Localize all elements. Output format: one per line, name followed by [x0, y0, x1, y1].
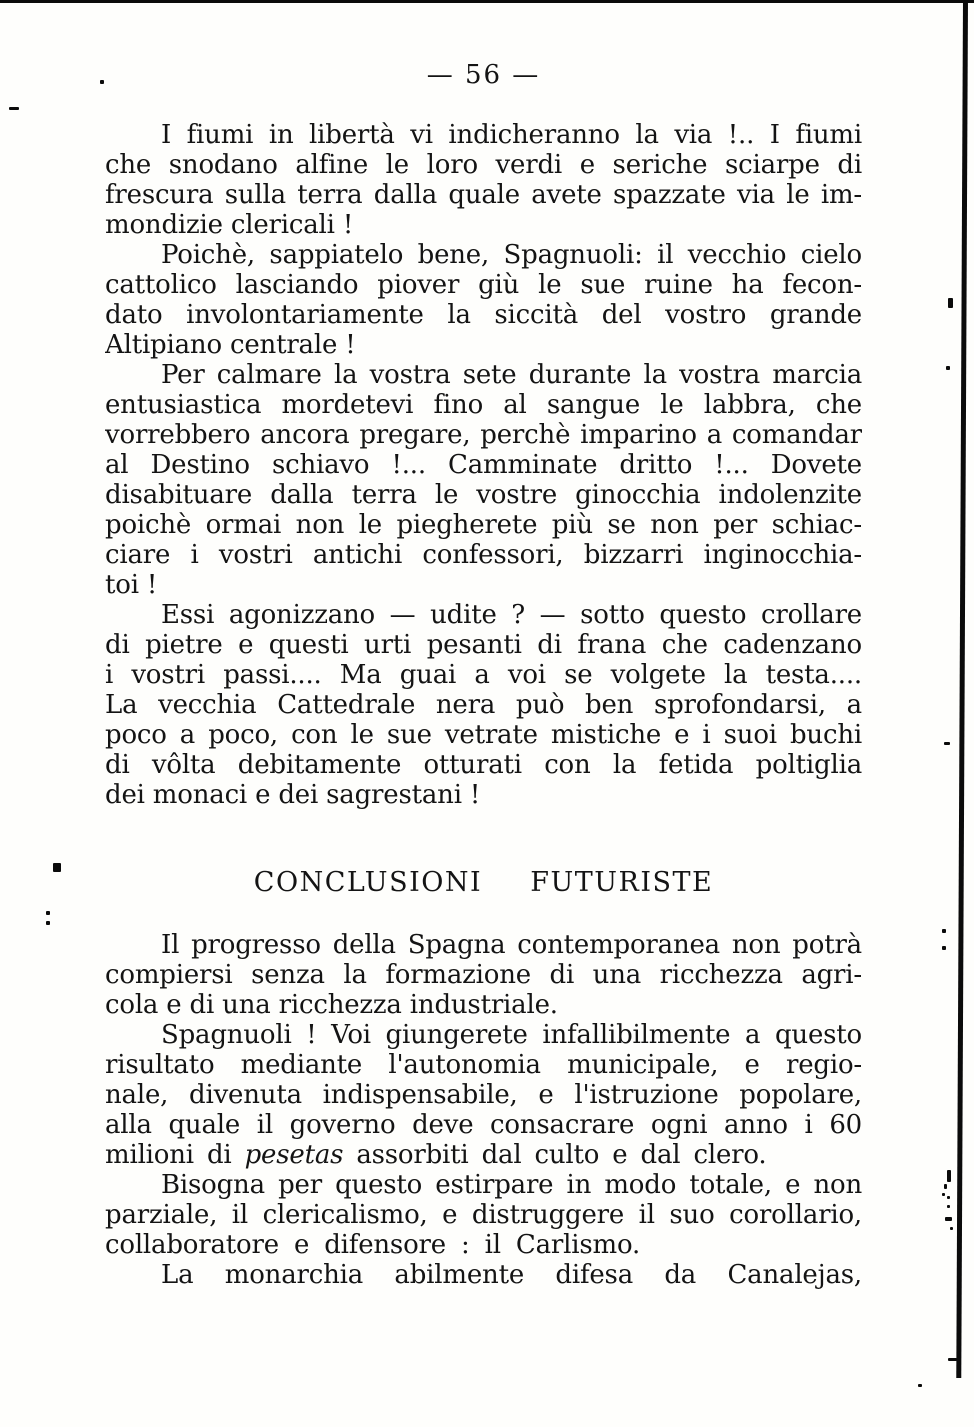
section-heading: CONCLUSIONI FUTURISTE: [253, 867, 714, 898]
scan-speck: [46, 921, 50, 925]
text-line: Bisogna per questo estirpare in modo totale, e non: [161, 1170, 862, 1200]
text-line: vorrebbero ancora pregare, perchè imparino a comandar: [105, 420, 862, 450]
text-line: Per calmare la vostra sete durante la vostra marcia: [161, 360, 862, 390]
scan-speck: [942, 946, 946, 950]
text-line: mondizie clericali !: [105, 210, 354, 240]
scan-speck: [948, 1358, 957, 1361]
scan-speck: [942, 929, 946, 933]
text-line: poichè ormai non le piegherete più se non per schiac-: [105, 510, 862, 540]
body-text-lower: [105, 930, 862, 1290]
scan-speck: [945, 1217, 952, 1221]
scan-speck: [53, 863, 61, 872]
scan-speck: [9, 107, 19, 110]
text-line: dei monaci e dei sagrestani !: [105, 780, 481, 810]
text-line: nale, divenuta indispensabile, e l'istruzione popolare,: [105, 1080, 862, 1110]
text-line: che snodano alfine le loro verdi e seriche sciarpe di: [105, 150, 862, 180]
text-line: Altipiano centrale !: [105, 330, 356, 360]
scan-speck: [950, 1227, 953, 1230]
text-line: Il progresso della Spagna contemporanea non potrà: [161, 930, 862, 960]
text-line: La vecchia Cattedrale nera può ben sprofondarsi, a: [105, 690, 862, 720]
text-line: entusiastica mordetevi fino al sangue le labbra, che: [105, 390, 862, 420]
text-line: Spagnuoli ! Voi giungerete infallibilmente a questo: [161, 1020, 862, 1050]
scan-speck: [948, 298, 953, 308]
scan-speck: [946, 366, 950, 370]
scan-speck: [46, 911, 50, 915]
text-line: La monarchia abilmente difesa da Canalejas,: [161, 1260, 862, 1290]
page-number: — 56 —: [426, 60, 541, 90]
text-line: di pietre e questi urti pesanti di frana che cadenzano: [105, 630, 862, 660]
scan-speck: [100, 80, 104, 84]
text-line: alla quale il governo deve consacrare ogni anno i 60: [105, 1110, 862, 1140]
text-line: Poichè, sappiatelo bene, Spagnuoli: il vecchio cielo: [161, 240, 862, 270]
text-line: al Destino schiavo !... Camminate dritto !... Dovete: [105, 450, 862, 480]
text-line: toi !: [105, 570, 158, 600]
text-line: frescura sulla terra dalla quale avete spazzate via le im-: [105, 180, 862, 210]
text-line: I fiumi in libertà vi indicheranno la via !.. I fiumi: [161, 120, 862, 150]
text-line: di vôlta debitamente otturati con la fetida poltiglia: [105, 750, 862, 780]
text-line: cattolico lasciando piover giù le sue ruine ha fecon-: [105, 270, 862, 300]
scan-speck: [947, 1170, 951, 1182]
text-line: Essi agonizzano — udite ? — sotto questo crollare: [161, 600, 862, 630]
text-line: ciare i vostri antichi confessori, bizzarri inginocchia-: [105, 540, 862, 570]
scan-speck: [942, 1193, 945, 1196]
text-line: i vostri passi.... Ma guai a voi se volgete la testa....: [105, 660, 862, 690]
text-line: risultato mediante l'autonomia municipale, e regio-: [105, 1050, 862, 1080]
scan-edge-top-rule: [0, 0, 974, 3]
scan-edge-right-rule: [956, 0, 968, 1378]
text-line: cola e di una ricchezza industriale.: [105, 990, 558, 1020]
text-line: disabituare dalla terra le vostre ginocchia indolenzite: [105, 480, 862, 510]
text-line: dato involontariamente la siccità del vostro grande: [105, 300, 862, 330]
scan-speck: [944, 742, 950, 745]
scan-speck: [947, 1196, 950, 1199]
text-line: poco a poco, con le sue vetrate mistiche e i suoi buchi: [105, 720, 862, 750]
scan-speck: [944, 1184, 947, 1189]
text-line: compiersi senza la formazione di una ricchezza agri-: [105, 960, 862, 990]
scan-speck: [918, 1384, 922, 1387]
body-text-upper: [105, 120, 862, 810]
scan-speck: [947, 1205, 950, 1208]
text-line: milioni di pesetas assorbiti dal culto e dal clero.: [105, 1140, 767, 1170]
text-line: collaboratore e difensore : il Carlismo.: [105, 1230, 641, 1260]
text-line: parziale, il clericalismo, e distruggere il suo corollario,: [105, 1200, 862, 1230]
